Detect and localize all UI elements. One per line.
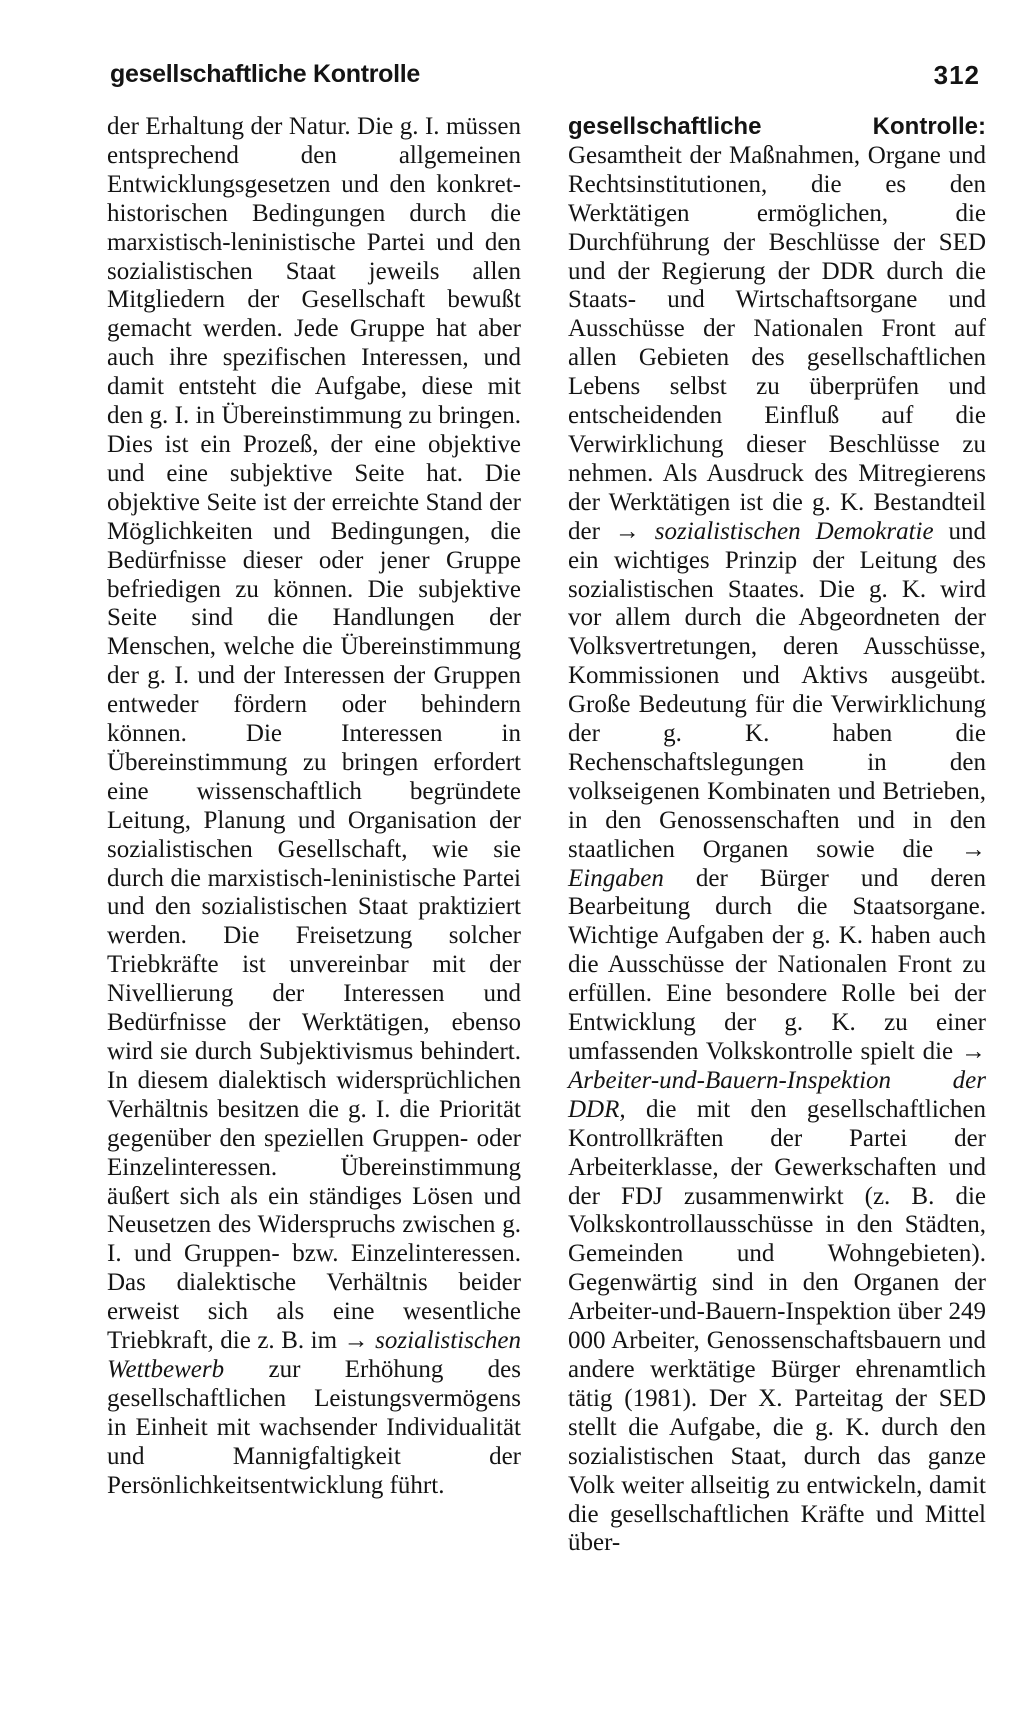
entry-gesellschaftliche-kontrolle — [568, 113, 986, 1558]
left-column-paragraph — [107, 113, 521, 1501]
cross-reference-arrow-icon: → — [961, 1038, 987, 1065]
cross-reference-sozialistische-demokratie[interactable]: sozialistischen Demokratie — [654, 517, 934, 545]
cross-reference-arrow-icon: → — [614, 517, 640, 545]
cross-reference-arrow-icon: → — [343, 1327, 369, 1355]
entry-text-part-2: und ein wichtiges Prinzip der Leitung des sozialistischen Staates. Die g. K. wird vor allem durch die Abgeordneten der Volksvertretungen, deren Ausschüsse, Kommissionen und Aktivs ausgeübt. Große Bedeutung für die Verwirklichung der g. K. haben die Rechenschaftslegungen in den volkseigenen Kombinaten und Betrieben, in den Genossenschaften und in den staatlichen Organen sowie die — [568, 517, 987, 863]
left-text-part-1: der Erhaltung der Natur. Die g. I. müssen entsprechend den allgemeinen Entwicklungsgesetzen und den konkret-historischen Bedingungen durch die marxistisch-leninistische Partei und den sozialistischen Staat jeweils allen Mitgliedern der Gesellschaft bewußt gemacht werden. Jede Gruppe hat aber auch ihre spezifischen Interessen, und damit entsteht die Aufgabe, diese mit den g. I. in Übereinstimmung zu bringen. Dies ist ein Prozeß, der eine objektive und eine subjektive Seite hat. Die objektive Seite ist der erreichte Stand der Möglichkeiten und Bedingungen, die Bedürfnisse dieser oder jener Gruppe befriedigen zu können. Die subjektive Seite sind die Handlungen der Menschen, welche die Übereinstimmung der g. I. und der Interessen der Gruppen entweder fördern oder behindern können. Die Interessen in Übereinstimmung zu bringen erfordert eine wissenschaftlich begründete Leitung, Planung und Organisation der sozialistischen Gesellschaft, wie sie durch die marxistisch-leninistische Partei und den sozialistischen Staat praktiziert werden. Die Freisetzung solcher Triebkräfte ist unvereinbar mit der Nivellierung der Interessen und Bedürfnisse der Werktätigen, ebenso wird sie durch Subjektivismus behindert. In diesem dialektisch widersprüchlichen Verhältnis besitzen die g. I. die Priorität gegenüber den speziellen Gruppen- oder Einzelinteressen. Übereinstimmung äußert sich als ein ständiges Lösen und Neusetzen des Widerspruchs zwischen g. I. und Gruppen- bzw. Einzelinteressen. Das dialektische Verhältnis beider erweist sich als eine wesentliche Triebkraft, die z. B. im — [107, 113, 521, 1355]
cross-reference-eingaben[interactable]: Eingaben — [568, 864, 664, 892]
entry-text-part-1: Gesamtheit der Maßnahmen, Organe und Rechtsinstitutionen, die es den Werktätigen ermöglichen, die Durchführung der Beschlüsse der SED und der Regierung der DDR durch die Staats- und Wirtschaftsorgane und Ausschüsse der Nationalen Front auf allen Gebieten des gesellschaftlichen Lebens selbst zu überprüfen und entscheidenden Einfluß auf die Verwirklichung dieser Beschlüsse zu nehmen. Als Ausdruck des Mitregierens der Werktätigen ist die g. K. Bestandteil der — [568, 141, 986, 545]
cross-reference-abi[interactable]: Arbeiter-und-Bauern-Inspektion der DDR, — [568, 1066, 986, 1123]
entry-term: gesellschaftliche Kontrolle: — [568, 113, 986, 140]
running-head — [110, 60, 980, 100]
cross-reference-arrow-icon: → — [961, 835, 986, 863]
page-number: 312 — [933, 60, 980, 90]
running-head-title: gesellschaftliche Kontrolle — [110, 60, 421, 88]
cross-reference-sozialistischer-wettbewerb[interactable]: sozialistischen Wettbewerb — [107, 1327, 522, 1383]
entry-text-part-4: die mit den gesellschaftlichen Kontrollkräften der Partei der Arbeiterklasse, der Gewerkschaften und der FDJ zusammenwirkt (z. B. die Volkskontrollausschüsse in den Städten, Gemeinden und Wohngebieten). Gegenwärtig sind in den Organen der Arbeiter-und-Bauern-Inspektion über 249 000 Arbeiter, Genossenschaftsbauern und andere werktätige Bürger ehrenamtlich tätig (1981). Der X. Parteitag der SED stellt die Aufgabe, die g. K. durch den sozialistischen Staat, durch das ganze Volk weiter allseitig zu entwickeln, damit die gesellschaftlichen Kräfte und Mittel über- — [568, 1095, 986, 1557]
right-column — [568, 113, 986, 1558]
left-column — [107, 113, 521, 1501]
left-text-part-2: zur Erhöhung des gesellschaftlichen Leistungsvermögens in Einheit mit wachsender Individualität und Mannigfaltigkeit der Persönlichkeitsentwicklung führt. — [107, 1355, 521, 1499]
entry-text-part-3: der Bürger und deren Bearbeitung durch die Staatsorgane. Wichtige Aufgaben der g. K. haben auch die Ausschüsse der Nationalen Front zu erfüllen. Eine besondere Rolle bei der Entwicklung der g. K. zu einer umfassenden Volkskontrolle spielt die — [568, 864, 986, 1065]
